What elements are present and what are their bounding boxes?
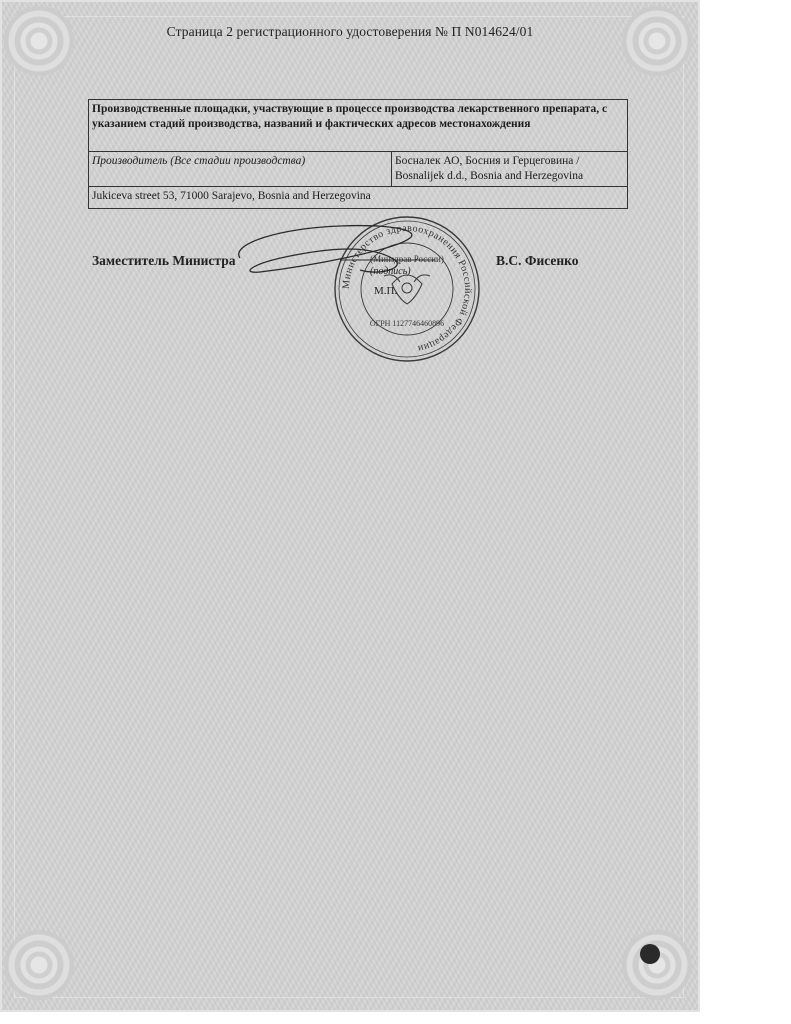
table-heading: Производственные площадки, участвующие в процессе производства лекарственного препарата, с указанием стадий производства, названий и фактических адресов местонахождения bbox=[89, 100, 628, 152]
production-sites-table bbox=[88, 99, 628, 209]
signer-position: Заместитель Министра bbox=[92, 253, 236, 268]
seal-place-label: М.П. bbox=[374, 285, 398, 297]
manufacturer-company: Босналек АО, Босния и Герцеговина / Bosnalijek d.d., Bosnia and Herzegovina bbox=[392, 152, 628, 187]
manufacturer-role: Производитель (Все стадии производства) bbox=[89, 152, 392, 187]
table-row bbox=[89, 152, 628, 187]
corner-ornament bbox=[622, 6, 692, 76]
signature-label: (подпись) bbox=[370, 266, 411, 277]
hole-punch-mark bbox=[640, 944, 660, 964]
seal-ogrn-text: ОГРН 1127746460896 bbox=[369, 319, 445, 328]
seal-inner-text: (Минздрав России) bbox=[370, 254, 444, 264]
seal-outer-text: Министерство здравоохранения Российской Федерации bbox=[340, 222, 474, 354]
corner-ornament bbox=[4, 6, 74, 76]
corner-ornament bbox=[4, 930, 74, 1000]
manufacturer-address: Jukiceva street 53, 71000 Sarajevo, Bosnia and Herzegovina bbox=[89, 187, 628, 209]
signer-name: В.С. Фисенко bbox=[496, 253, 579, 268]
corner-ornament bbox=[622, 930, 692, 1000]
table-row bbox=[89, 187, 628, 209]
table-row bbox=[89, 100, 628, 152]
page-caption: Страница 2 регистрационного удостоверения № П N014624/01 bbox=[166, 24, 534, 39]
